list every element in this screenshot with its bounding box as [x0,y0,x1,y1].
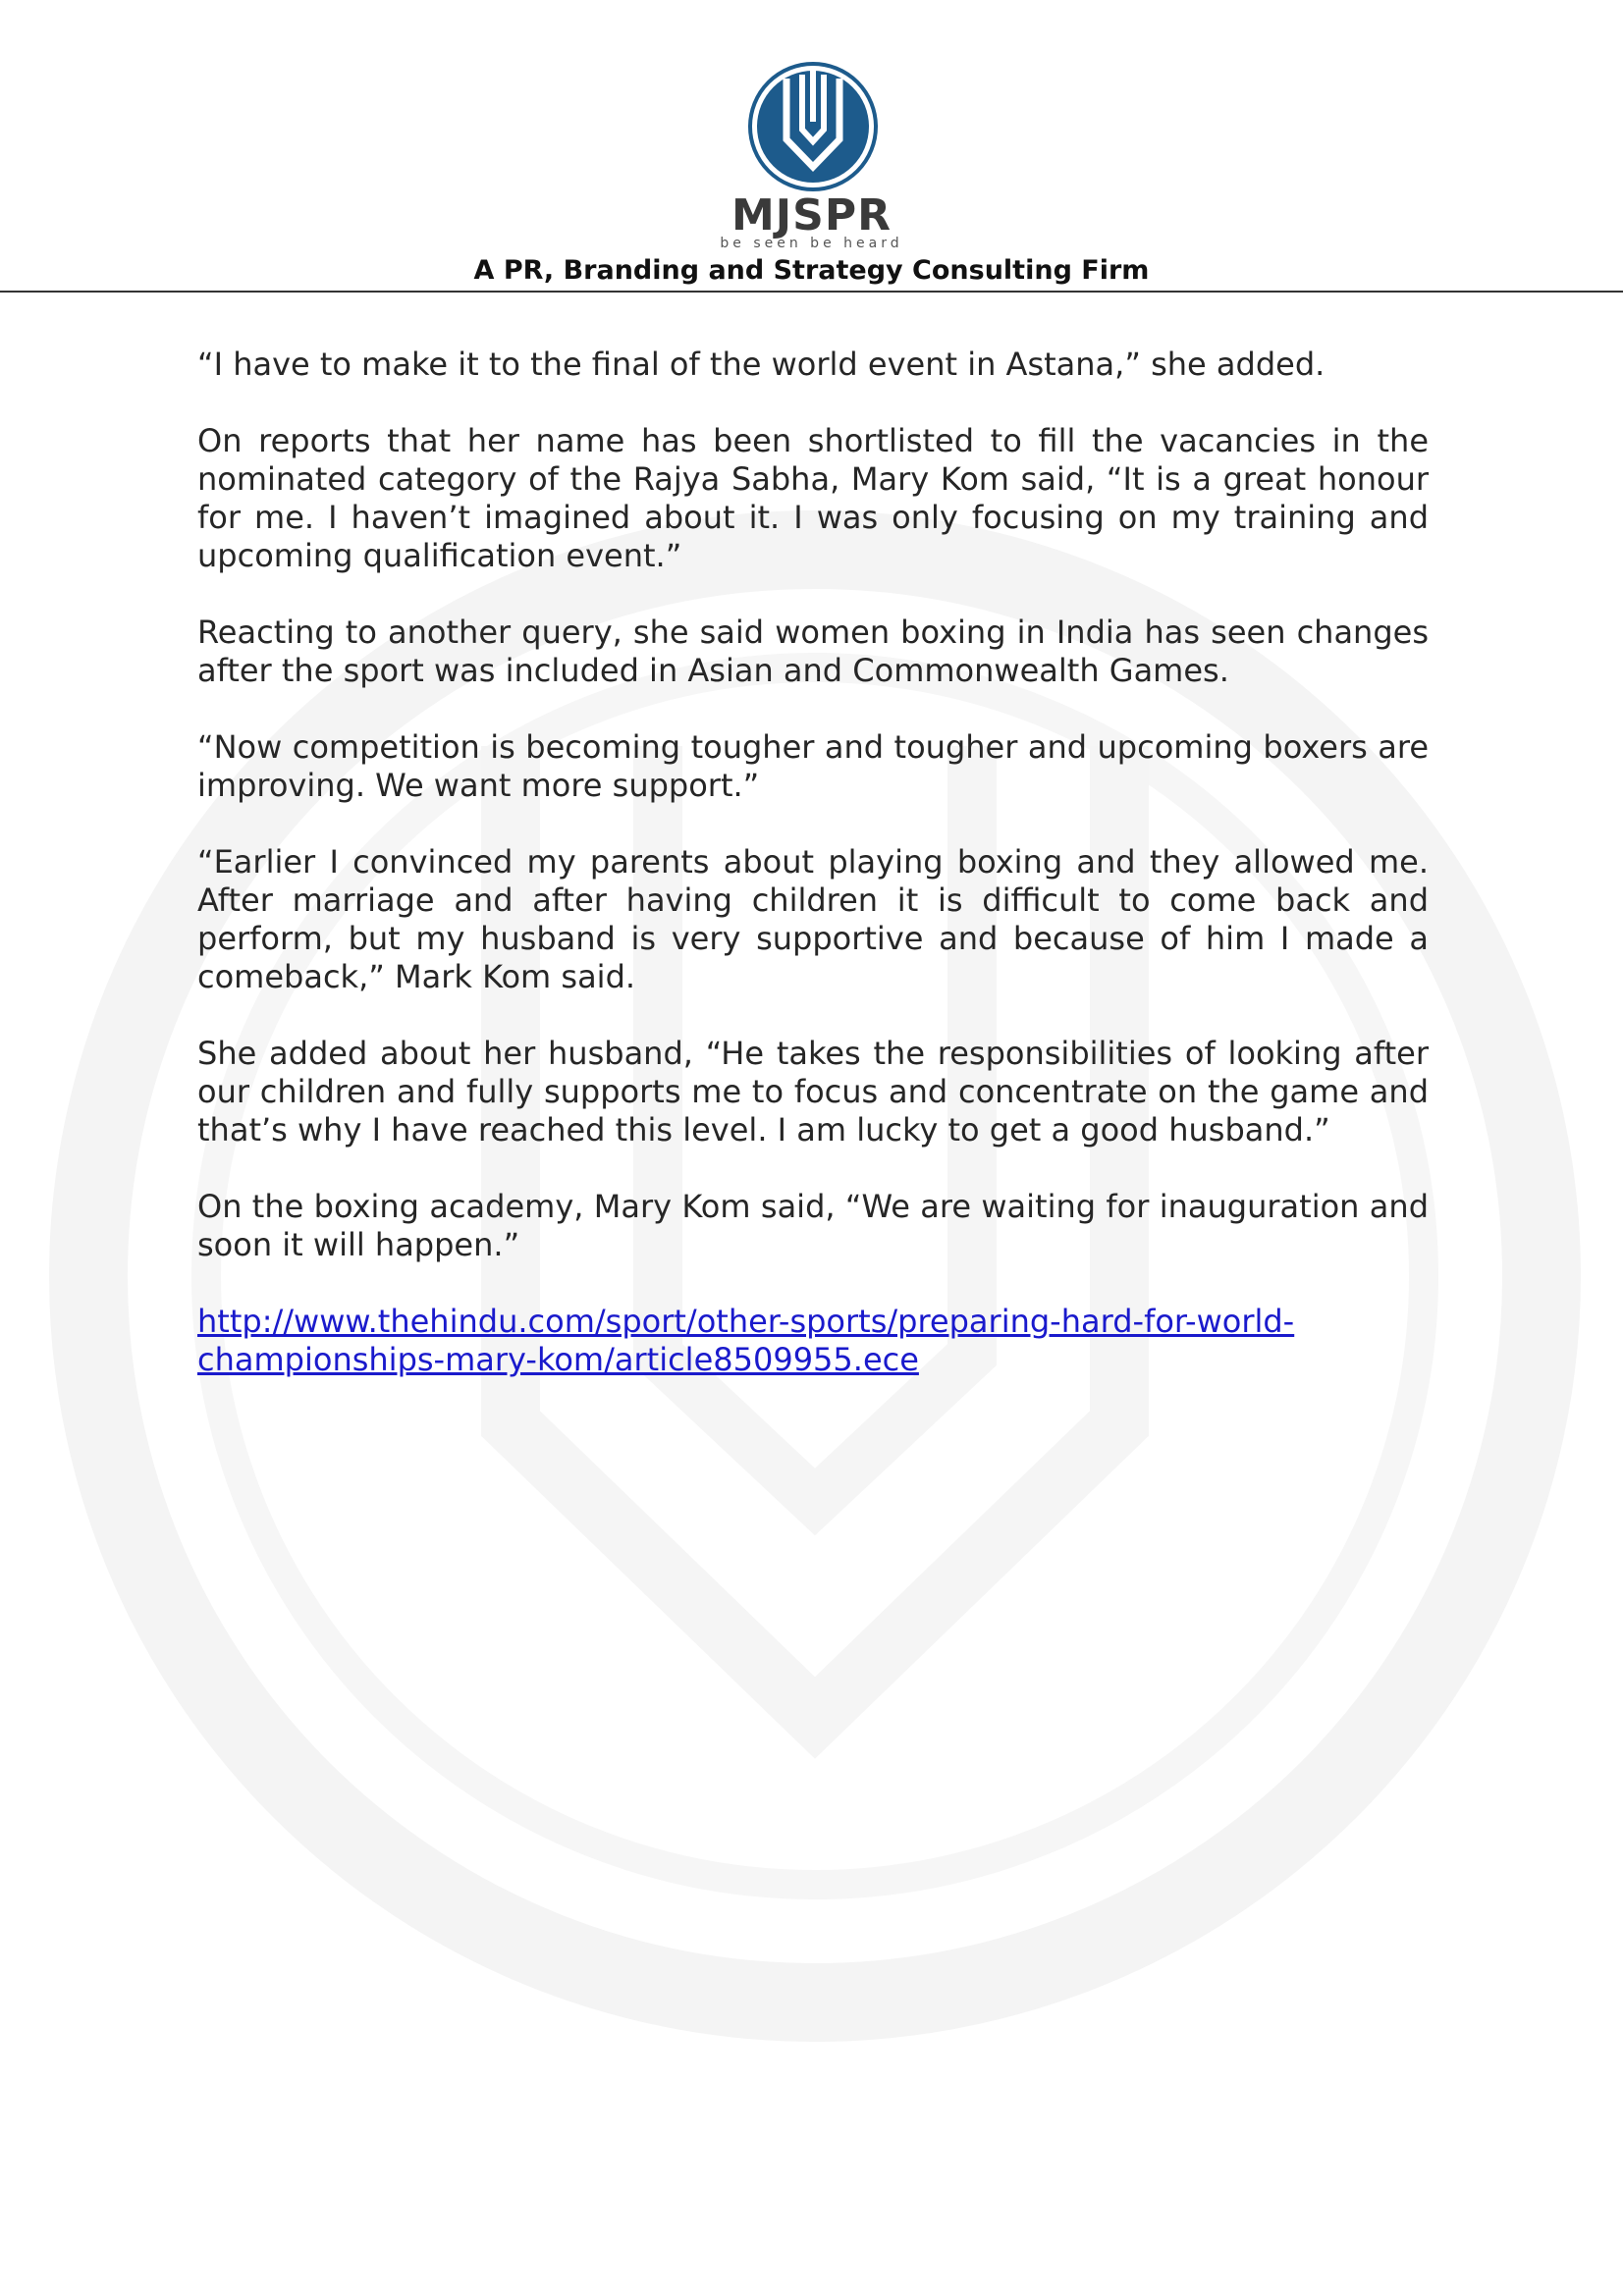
firm-subtitle: A PR, Branding and Strategy Consulting Firm [473,255,1150,286]
paragraph: On the boxing academy, Mary Kom said, “We are waiting for inauguration and soon it will happen.” [197,1188,1429,1263]
paragraph: On reports that her name has been shortlisted to fill the vacancies in the nominated category of the Rajya Sabha, Mary Kom said, “It is a great honour for me. I haven’t imagined about it. I was only focusing on my training and upcoming qualification event.” [197,422,1429,574]
mjspr-logo-icon [747,61,879,192]
source-link-paragraph [197,1303,1429,1379]
source-link[interactable] [197,1303,1294,1378]
paragraph: “Earlier I convinced my parents about playing boxing and they allowed me. After marriage and after having children it is difficult to come back and perform, but my husband is very supportive and because of him I made a comeback,” Mark Kom said. [197,843,1429,995]
logo-tagline: be seen be heard [720,236,903,251]
paragraph: She added about her husband, “He takes the responsibilities of looking after our children and fully supports me to focus and concentrate on the game and that’s why I have reached this level. I am lucky to get a good husband.” [197,1035,1429,1148]
paragraph: “I have to make it to the final of the world event in Astana,” she added. [197,346,1325,383]
source-link-line-2: championships-mary-kom/article8509955.ece [197,1341,919,1378]
article-body [197,346,1429,1417]
source-link-line-1: http://www.thehindu.com/sport/other-sports/preparing-hard-for-world- [197,1303,1295,1340]
paragraph: “Now competition is becoming tougher and tougher and upcoming boxers are improving. We want more support.” [197,728,1429,804]
page-header [0,0,1623,293]
logo-wordmark: MJSPR [731,190,892,240]
header-divider [0,291,1623,293]
paragraph: Reacting to another query, she said women boxing in India has seen changes after the sport was included in Asian and Commonwealth Games. [197,614,1429,689]
